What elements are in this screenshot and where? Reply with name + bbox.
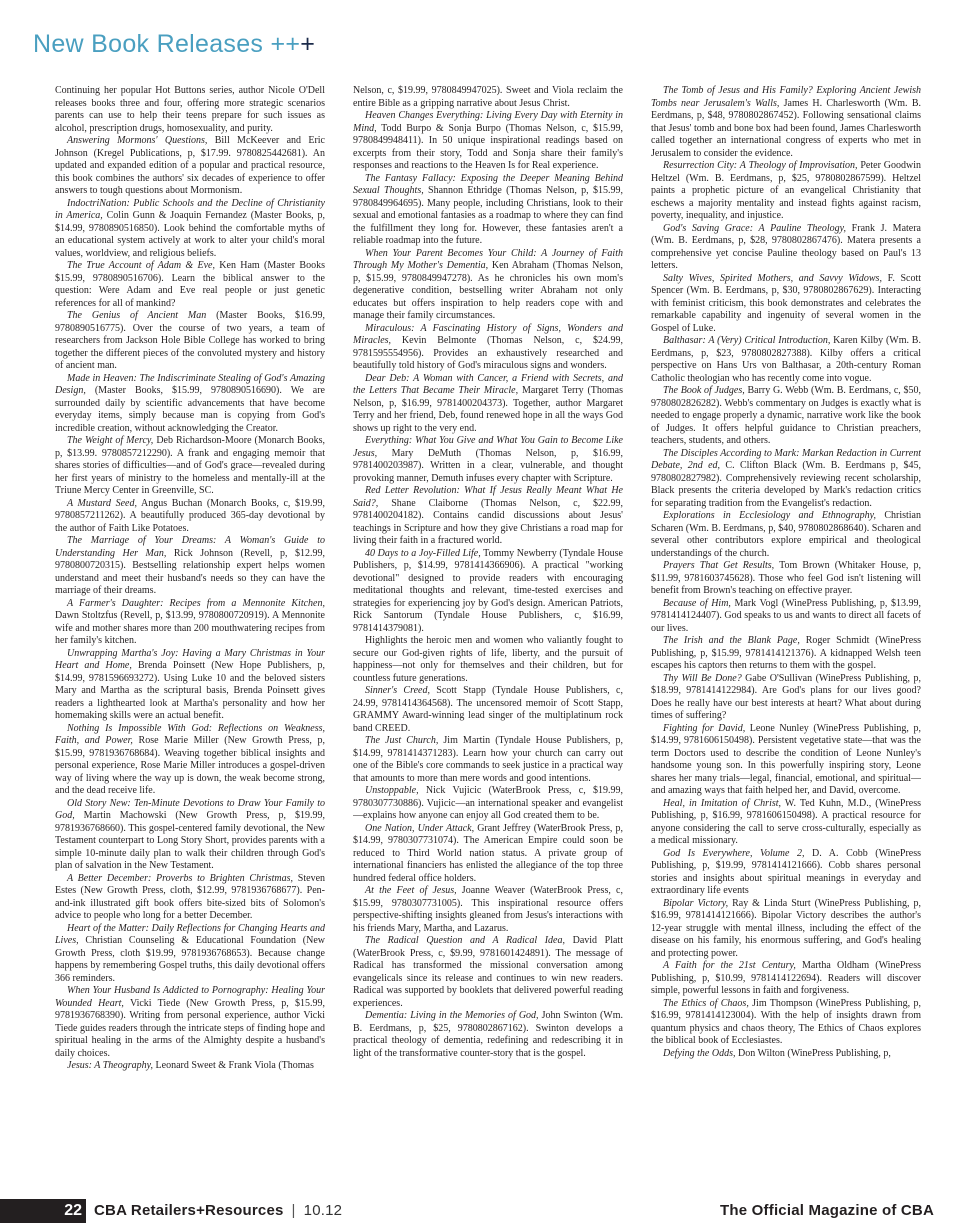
book-entry xyxy=(651,335,921,385)
book-entry xyxy=(55,873,325,923)
book-title: The Book of Judges, xyxy=(663,385,745,396)
book-title: Answering Mormons' Questions, xyxy=(67,135,208,146)
issue-number: 10.12 xyxy=(303,1202,343,1219)
book-entry xyxy=(55,498,325,536)
book-description: Vicki Tiede (New Growth Press, p, $15.99, 9781936768390). Writing from personal experience, author Vicki Tiede guides readers through the intricate steps of finding hope and spiritual healing in the arms of the Almighty despite a husband's daily choices. xyxy=(55,997,325,1059)
book-description: Jim Martin (Tyndale House Publishers, p, $14.99, 9781414371283). Learn how your church can carry out one of the Bible's core commands to seek justice in a practical way that amounts to more than mere words and good intentions. xyxy=(353,735,623,784)
book-entry xyxy=(55,260,325,310)
book-entry xyxy=(55,798,325,873)
book-description: Ray & Linda Sturt (WinePress Publishing, p, $16.99, 9781414121666). Bipolar Victory describes the author's 12-year struggle with mental illness, including the effect of the disease on his family, his enormous suffering, and God's healing and protecting power. xyxy=(651,897,921,959)
book-entry xyxy=(651,673,921,723)
book-description: Gabe O'Sullivan (WinePress Publishing, p, $18.99, 9781414122984). Are God's plans for our lives good? Does he really have our best interests at heart? What about during times of suffering? xyxy=(651,672,921,721)
book-description: James H. Charlesworth (Wm. B. Eerdmans, p, $48, 9780802867452). Following sensational claims that Jesus' tomb and bone box had been found, James Charlesworth called together an international congress of experts who met in Jerusalem to consider the evidence. xyxy=(651,97,921,159)
book-title: Unstoppable, xyxy=(365,785,419,796)
book-title: When Your Husband Is Addicted to Pornography: Healing Your Wounded Heart, xyxy=(55,985,325,1009)
book-description: Steven Estes (New Growth Press, cloth, $12.99, 9781936768677). Pen-and-ink illustrated gift book offers bite-sized bits of Solomon's advice to people who long for a better December. xyxy=(55,872,325,921)
book-entry xyxy=(353,735,623,785)
book-title: Prayers That Get Results, xyxy=(663,560,775,571)
book-description: Don Wilton (WinePress Publishing, p, xyxy=(735,1047,891,1059)
book-title: Fighting for David, xyxy=(663,722,746,734)
book-entry xyxy=(353,785,623,823)
book-title: A Faith for the 21st Century, xyxy=(663,960,796,971)
book-entry xyxy=(651,848,921,898)
book-description: Martin Machowski (New Growth Press, p, $19.99, 9781936768660). This gospel-centered family devotional, the New Testament counterpart to Long Story Short, provides parents with a simple 10-minute daily plan to walk their children through God's plan of salvation in the New Testament. xyxy=(55,810,325,871)
column-1 xyxy=(55,85,325,1193)
book-title: The Disciples According to Mark: Markan Redaction in Current Debate, 2nd ed, xyxy=(651,447,921,471)
book-description: Joanne Weaver (WaterBrook Press, c, $15.99, 9780307731005). This inspirational resource offers perspective-shifting insights gleaned from Jesus's interactions with his friends Mary, Martha, and Lazarus. xyxy=(353,885,623,934)
book-description: Shannon Ethridge (Thomas Nelson, p, $15.99, 9780849964695). Many people, including Christians, look to their sexual and emotional fantasies as a roadmap to where they can find the fulfillment they long for. However, these fantasies aren't a reliable roadmap into the future. xyxy=(353,185,623,246)
book-description: David Platt (WaterBrook Press, c, $9.99, 9781601424891). The message of Radical has transformed the missional conversation among evangelicals since its release and continues to win new readers. Radical was supported by booklets that delivered powerful reading experiences. xyxy=(353,935,623,1009)
book-title: Heal, in Imitation of Christ, xyxy=(663,797,782,809)
book-description: Tom Brown (Whitaker House, p, $11.99, 9781603745628). Those who feel God isn't listening will benefit from Brown's teaching on effective prayer. xyxy=(651,560,921,596)
book-description: Bill McKeever and Eric Johnson (Kregel Publications, p, $17.99. 9780825442681). An updated and expanded edition of a popular and practical resource, this book combines the authors' six decades of experience to offer answers to tough questions about Mormonism. xyxy=(55,135,325,196)
book-entry xyxy=(55,535,325,598)
book-description: Christian Counseling & Educational Foundation (New Growth Press, cloth $19.99, 9781936768653). Because change happens by remembering Gospel truths, this daily devotional offers 366 reminders. xyxy=(55,935,325,984)
book-entry xyxy=(55,435,325,498)
section-title: New Book Releases ++ xyxy=(33,30,301,58)
book-title: The Just Church, xyxy=(365,735,439,746)
book-entry xyxy=(55,85,325,135)
book-entry xyxy=(353,85,623,110)
book-description: Nick Vujicic (WaterBrook Press, c, $19.99, 9780307730886). Vujicic—an international speaker and evangelist—explains how anyone can enjoy all God created them to be. xyxy=(353,785,623,821)
book-title: A Better December: Proverbs to Brighten Christmas, xyxy=(67,872,294,884)
book-title: Balthasar: A (Very) Critical Introduction, xyxy=(663,335,831,346)
book-entry xyxy=(651,998,921,1048)
publication-title: CBA Retailers+Resources xyxy=(94,1202,284,1219)
book-description: F. Scott Spencer (Wm. B. Eerdmans, p, $30, 9780802867629). Interacting with feminist criticism, this book demonstrates and celebrates the remarkable capability and ingenuity of several women in the Gospel of Luke. xyxy=(651,272,921,334)
book-description: Ken Ham (Master Books $15.99, 9780890516706). Learn the biblical answer to the question: Were Adam and Eve real people or just genetic references for all of mankind? xyxy=(55,260,325,309)
book-description: John Swinton (Wm. B. Eerdmans, p, $25, 9780802867162). Swinton develops a practical theology of dementia, redefining and redescribing it in light of the transformative counter-story that is the gospel. xyxy=(353,1010,623,1059)
section-header xyxy=(33,30,315,59)
book-description: Martha Oldham (WinePress Publishing, p, $10.99, 9781414122694). Readers will discover simple, powerful lessons in faith and forgiveness. xyxy=(651,960,921,996)
book-entry xyxy=(353,935,623,1010)
book-description: Colin Gunn & Joaquin Fernandez (Master Books, p, $14.99, 9780890516850). Look behind the comfortable myths of an educational system actively at work to alter your child's moral values, worldview, and religious beliefs. xyxy=(55,210,325,259)
book-title: Heaven Changes Everything: Living Every Day with Eternity in Mind, xyxy=(353,110,623,134)
book-entry xyxy=(55,923,325,986)
book-title: The Ethics of Chaos, xyxy=(663,997,749,1009)
book-description: Scott Stapp (Tyndale House Publishers, c, 24.99, 9781414364568). The uncensored memoir of Scott Stapp, GRAMMY Award-winning lead singer of the multiplatinum rock band CREED. xyxy=(353,685,623,734)
book-entry xyxy=(55,135,325,198)
book-entry xyxy=(651,160,921,223)
book-entry xyxy=(353,885,623,935)
book-description: Ken Abraham (Thomas Nelson, p, $15.99, 9780849947278). As he chronicles his own mom's degenerative condition, bestselling writer Abraham not only educates but offers inspiration to help readers cope with and manage their family circumstances. xyxy=(353,260,623,321)
book-entry xyxy=(55,648,325,723)
publication-name xyxy=(94,1199,342,1223)
book-entry xyxy=(55,310,325,373)
book-entry xyxy=(651,960,921,998)
book-title: Thy Will Be Done? xyxy=(663,672,742,684)
magazine-tagline: The Official Magazine of CBA xyxy=(720,1202,934,1219)
book-description: Leone Nunley (WinePress Publishing, p, $14.99, 9781606150498). Persistent vegetative state—that was the term Doctors used to describe the condition of Leone Nunley's handsome young son. In this powerfully inspiring story, Leone shares her many trials—legal, financial, emotional, and spiritual—and amazing ways that faith helped her, and David, overcome. xyxy=(651,722,921,796)
book-entry xyxy=(353,173,623,248)
book-description: Highlights the heroic men and women who valiantly fought to secure our God-given rights of life, liberty, and the pursuit of happiness—not only for themselves and their children, but for countless future generations. xyxy=(353,635,623,684)
book-title: Heart of the Matter: Daily Reflections for Changing Hearts and Lives, xyxy=(55,922,325,946)
book-entry xyxy=(353,485,623,548)
book-entry xyxy=(55,598,325,648)
page-number: 22 xyxy=(0,1199,86,1223)
book-entry xyxy=(651,798,921,848)
book-description: Christian Scharen (Wm. B. Eerdmans, p, $40, 9780802868640). Scharen and several other contributors explore empirical and theological understandings of the church. xyxy=(651,510,921,559)
page-footer xyxy=(0,1199,960,1223)
book-description: Mark Vogl (WinePress Publishing, p, $13.99, 9781414124407). God speaks to us and wants to direct all facets of our lives. xyxy=(651,597,921,634)
book-description: Peter Goodwin Heltzel (Wm. B. Eerdmans, p, $25, 9780802867599). Heltzel paints a prophetic picture of an evangelical Christianity that eschews a majority mentality and instead fights against racism, poverty, inequality, and injustice. xyxy=(651,160,921,221)
book-title: Resurrection City: A Theology of Improvisation, xyxy=(663,160,858,171)
book-description: Todd Burpo & Sonja Burpo (Thomas Nelson, c, $15.99, 9780849948411). In 50 unique inspirational readings based on excerpts from their story, Todd and Sonja share their family's responses and reactions to the Heaven Is for Real experience. xyxy=(353,122,623,171)
book-title: Made in Heaven: The Indiscriminate Stealing of God's Amazing Design, xyxy=(55,372,325,396)
book-description: Deb Richardson-Moore (Monarch Books, p, $13.99. 9780857212290). A frank and engaging memoir that shares stories of difficulties—and of God's grace—revealed during her first years of ministry to the homeless and mentally-ill at the Triune Mercy Center in Greenville, SC. xyxy=(55,435,325,496)
book-entry xyxy=(353,110,623,173)
book-title: Unwrapping Martha's Joy: Having a Mary Christmas in Your Heart and Home, xyxy=(55,647,325,671)
book-entry xyxy=(651,385,921,448)
book-description: Jim Thompson (WinePress Publishing, p, $16.99, 9781414123004). With the help of insights drawn from quantum physics and chaos theory, The Ethics of Chaos explores the biblical book of Ecclesiastes. xyxy=(651,997,921,1046)
section-title-accent: + xyxy=(300,30,316,58)
book-entry xyxy=(651,223,921,273)
footer-separator: | xyxy=(291,1202,296,1219)
book-title: When Your Parent Becomes Your Child: A Journey of Faith Through My Mother's Dementia, xyxy=(353,247,623,271)
book-entry xyxy=(353,373,623,436)
book-title: A Farmer's Daughter: Recipes from a Mennonite Kitchen, xyxy=(67,597,325,609)
book-description: Roger Schmidt (WinePress Publishing, p, $15.99, 9781414121376). A kidnapped Welsh teen escapes his captors then returns to them with the gospel. xyxy=(651,635,921,671)
book-title: Because of Him, xyxy=(663,597,731,609)
book-entry xyxy=(651,1048,921,1061)
book-entry xyxy=(55,723,325,798)
book-title: Salty Wives, Spirited Mothers, and Savvy Widows, xyxy=(663,272,882,284)
book-title: Sinner's Creed, xyxy=(365,685,430,696)
book-entry xyxy=(651,510,921,560)
book-title: The Tomb of Jesus and His Family? Exploring Ancient Jewish Tombs near Jerusalem's Walls, xyxy=(651,85,921,109)
book-title: The Marriage of Your Dreams: A Woman's Guide to Understanding Her Man, xyxy=(55,535,325,559)
book-title: The Radical Question and A Radical Idea, xyxy=(365,935,565,946)
book-entry xyxy=(651,560,921,598)
book-entry xyxy=(651,723,921,798)
book-entry xyxy=(651,635,921,673)
book-description: Rose Marie Miller (New Growth Press, p, $15.99, 9781936768684). Weaving together biblical insights and personal experience, Rose Marie Miller introduces a gospel-driven way of living where the way up is down, the weak become strong, and the dead receive life. xyxy=(55,735,325,796)
book-entry xyxy=(353,685,623,735)
book-description: D. A. Cobb (WinePress Publishing, p, $19.99, 9781414121666). Cobb shares personal stories and insights about spiritual meanings in everyday and extraordinary life events xyxy=(651,847,921,896)
book-description: Continuing her popular Hot Buttons series, author Nicole O'Dell releases books three and four, offering more strategic scenarios parents can use to help their teens prepare for such issues as alcohol, prescription drugs, homosexuality, and purity. xyxy=(55,85,325,134)
article-body xyxy=(55,85,922,1193)
column-2 xyxy=(353,85,623,1193)
book-description: Nelson, c, $19.99, 9780849947025). Sweet and Viola reclaim the entire Bible as a gripping narrative about Jesus Christ. xyxy=(353,85,623,109)
book-entry xyxy=(55,373,325,436)
book-description: Rick Johnson (Revell, p, $12.99, 9780800720315). Bestselling relationship expert helps women understand and meet their husband's needs so they can have the marriage of their dreams. xyxy=(55,547,325,596)
book-description: Shane Claiborne (Thomas Nelson, c, $22.99, 9781400204182). Contains candid discussions about Jesus' teachings in Scripture and how they give Christians a road map for living their faith in a fractured world. xyxy=(353,497,623,546)
book-entry xyxy=(651,898,921,961)
book-title: Explorations in Ecclesiology and Ethnography, xyxy=(663,510,876,521)
book-description: W. Ted Kuhn, M.D., (WinePress Publishing, p, $16.99, 9781606150498). A practical resource for anyone considering the call to serve cross-culturally, especially as a medical missionary. xyxy=(651,797,921,846)
book-description: Margaret Terry (Thomas Nelson, p, $16.99, 9781400204373). Together, author Margaret Terry and her friend, Deb, found renewed hope in all the ways God shows up right to the very end. xyxy=(353,385,623,434)
book-title: God Is Everywhere, Volume 2, xyxy=(663,847,805,859)
book-title: Everything: What You Give and What You Gain to Become Like Jesus, xyxy=(353,435,623,459)
book-title: Old Story New: Ten-Minute Devotions to Draw Your Family to God, xyxy=(55,797,325,821)
book-description: Grant Jeffrey (WaterBrook Press, p, $14.99, 9780307731074). The American Empire could soon be reduced to Third World nation status. A private group of international financiers has enlisted the allegiance of the top three hundred federal office holders. xyxy=(353,822,623,884)
book-description: Angus Buchan (Monarch Books, c, $19.99, 9780857211262). A beautifully produced 365-day devotional by the author of Faith Like Potatoes. xyxy=(55,497,325,534)
book-description: Mary DeMuth (Thomas Nelson, p, $16.99, 9781400203987). Written in a clear, vulnerable, and thought provoking manner, Demuth infuses every chapter with Scripture. xyxy=(353,447,623,484)
book-entry xyxy=(353,823,623,886)
book-entry xyxy=(353,435,623,485)
book-description: Karen Kilby (Wm. B. Eerdmans, p, $23, 9780802827388). Kilby offers a critical perspective on Hans Urs von Balthasar, a 20th-century Roman Catholic theologian who has recently come into vogue. xyxy=(651,335,921,384)
book-description: Frank J. Matera (Wm. B. Eerdmans, p, $28, 9780802867476). Matera presents a comprehensive yet concise Pauline theology based on Paul's 13 letters. xyxy=(651,222,921,271)
book-title: The Genius of Ancient Man xyxy=(67,310,207,321)
book-description: (Master Books, $15.99, 9780890516690). We are surrounded daily by scientific advancements that have become everyday items, simply because man is copying from God's incredible creation, without acknowledging the Creator. xyxy=(55,385,325,434)
book-description: Tommy Newberry (Tyndale House Publishers, p, $14.99, 9781414366906). A practical "working devotional" designed to provide readers with encouraging meditational thoughts and relevant, time-tested exercises and strategies for experiencing joy by God's design. American Patriots, Rick Santorum (Tyndale House Publishers, c, $16.99, 9781414379081). xyxy=(353,547,623,634)
book-entry xyxy=(353,1010,623,1060)
book-description: (Master Books, $16.99, 9780890516775). Over the course of two years, a team of researchers from Jackson Hole Bible College has worked to bring together the different pieces of the convoluted mystery and history of ancient man. xyxy=(55,310,325,371)
book-title: Miraculous: A Fascinating History of Signs, Wonders and Miracles, xyxy=(353,322,623,346)
book-title: Red Letter Revolution: What If Jesus Really Meant What He Said?, xyxy=(353,485,623,509)
book-entry xyxy=(353,548,623,636)
book-entry xyxy=(55,198,325,261)
book-description: Leonard Sweet & Frank Viola (Thomas xyxy=(153,1060,314,1071)
book-description: Barry G. Webb (Wm. B. Eerdmans, c, $50, 9780802826282). Webb's commentary on Judges is exactly what is needed to engage properly a dynamic, narrative work like the book of Judges. It offers helpful guidance to Christian preachers, teachers, students, and others. xyxy=(651,385,921,446)
book-title: 40 Days to a Joy-Filled Life, xyxy=(365,547,481,559)
book-title: The Fantasy Fallacy: Exposing the Deeper Meaning Behind Sexual Thoughts, xyxy=(353,172,623,196)
book-entry xyxy=(353,323,623,373)
book-title: The Irish and the Blank Page, xyxy=(663,635,800,646)
book-title: Dementia: Living in the Memories of God, xyxy=(365,1010,539,1021)
book-entry xyxy=(353,635,623,685)
book-entry xyxy=(55,1060,325,1073)
book-entry xyxy=(651,273,921,336)
book-title: IndoctriNation: Public Schools and the Decline of Christianity in America, xyxy=(55,197,325,221)
book-entry xyxy=(55,985,325,1060)
book-title: The True Account of Adam & Eve, xyxy=(67,260,215,271)
book-entry xyxy=(651,448,921,511)
book-entry xyxy=(651,598,921,636)
book-title: Bipolar Victory, xyxy=(663,897,729,909)
book-description: C. Clifton Black (Wm. B. Eerdmans p, $45, 9780802827982). Comprehensively reviewing recent scholarship, Black presents the criteria developed by Mark's redaction critics for separating tradition from the Evangelist's redaction. xyxy=(651,460,921,509)
book-title: A Mustard Seed, xyxy=(67,497,137,509)
book-description: Kevin Belmonte (Thomas Nelson, c, $24.99, 9781595554956). Provides an exhaustively researched and beautifully told history of God's miraculous signs and wonders. xyxy=(353,335,623,371)
book-description: Brenda Poinsett (New Hope Publishers, p, $14.99, 9781596693272). Using Luke 10 and the beloved sisters Mary and Martha as the scriptural basis, Brenda Poinsett gives readers a lighthearted look at Martha's personality and how her homemaking skills were an actual benefit. xyxy=(55,660,325,721)
book-entry xyxy=(651,85,921,160)
book-title: Dear Deb: A Woman with Cancer, a Friend with Secrets, and the Letters That Became Their Miracle, xyxy=(353,372,623,396)
book-title: God's Saving Grace: A Pauline Theology, xyxy=(663,222,847,234)
book-title: At the Feet of Jesus, xyxy=(365,885,457,896)
book-title: The Weight of Mercy, xyxy=(67,435,154,446)
book-entry xyxy=(353,248,623,323)
column-3 xyxy=(651,85,921,1193)
book-title: One Nation, Under Attack, xyxy=(365,822,475,834)
book-title: Nothing Is Impossible With God: Reflections on Weakness, Faith, and Power, xyxy=(55,722,325,746)
book-description: Dawn Stoltzfus (Revell, p, $13.99, 9780800720919). A Mennonite wife and mother shares more than 200 mouthwatering recipes from her family's kitchen. xyxy=(55,610,325,646)
book-title: Defying the Odds, xyxy=(663,1047,736,1059)
book-title: Jesus: A Theography, xyxy=(67,1060,154,1071)
